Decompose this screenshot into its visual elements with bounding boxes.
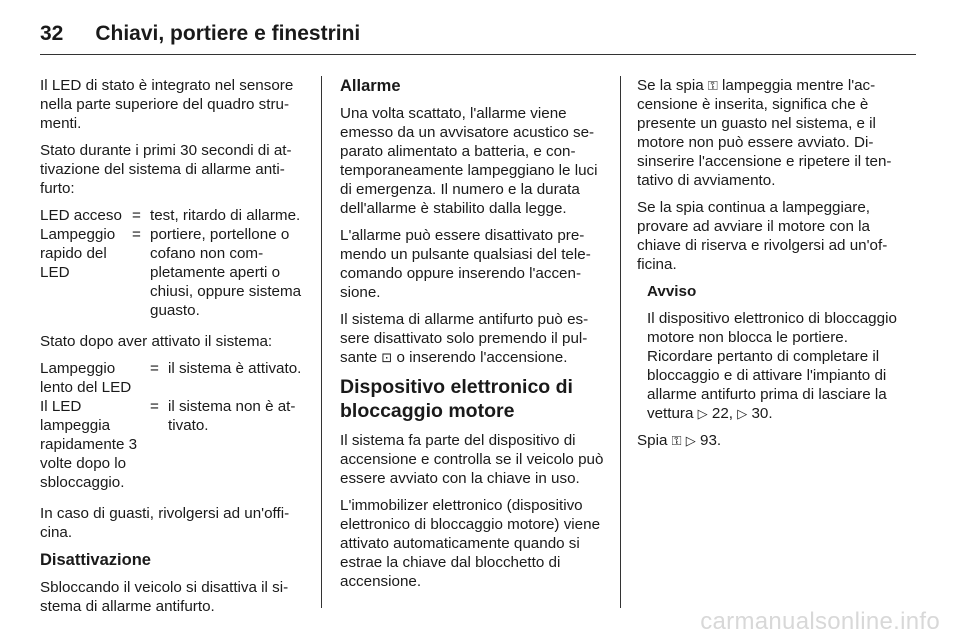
watermark: carmanualsonline.info <box>700 608 940 635</box>
table-term: Il LED lampeggia rapidamente 3 volte dopo lo sbloccaggio. <box>40 398 138 491</box>
led-status-table <box>40 359 307 492</box>
table-desc: test, ritardo di allarme. <box>150 207 301 224</box>
paragraph: Se la spia continua a lampeggiare, provare ad avviare il motore con la chiave di riserva e rivolgersi ad un'officina. <box>637 199 888 273</box>
text-run: lampeggia mentre l'accensione è inserita, significa che è presente un guasto nel sistema, e il motore non può essere avviato. Disinserire l'accensione e ripetere il tentativo di avviamento. <box>637 77 892 189</box>
table-row <box>40 397 307 492</box>
section-heading-disattivazione: Disattivazione <box>40 551 151 569</box>
arrow-icon: ▷ <box>697 406 708 421</box>
led-status-table <box>40 206 307 320</box>
table-eq: = <box>132 226 141 243</box>
page-ref-link[interactable]: 30 <box>751 405 769 422</box>
paragraph: Una volta scattato, l'allarme viene emesso da un avvisatore acustico separato alimentato a batteria, e contemporaneamente lampeggiano le luci di emergenza. Il numero e la durata dell'allarme è stabilito dalla legge. <box>340 105 598 217</box>
paragraph: L'immobilizer elettronico (dispositivo elettronico di bloccaggio motore) viene attivato automaticamente quando si estrae la chiave dal blocchetto di accensione. <box>340 497 601 590</box>
page-header <box>40 14 916 55</box>
notice-text: Il dispositivo elettronico di bloccaggio motore non blocca le portiere. Ricordare pertanto di completare il bloccaggio e di attivare l'impianto di allarme antifurto prima di lasciare la vettura ▷ 22, ▷ 30. <box>647 310 897 422</box>
column-middle <box>340 76 605 599</box>
arrow-icon: ▷ <box>737 406 748 421</box>
table-eq: = <box>150 360 159 377</box>
paragraph <box>637 76 902 190</box>
column-divider <box>620 76 621 608</box>
table-desc: il sistema non è attivato. <box>168 398 296 434</box>
paragraph <box>340 310 605 367</box>
table-eq: = <box>150 398 159 415</box>
paragraph: L'allarme può essere disattivato premendo un pulsante qualsiasi del telecomando oppure inserendo l'accensione. <box>340 227 591 301</box>
notice-box <box>647 282 902 423</box>
text-run: o inserendo l'accensione. <box>392 349 568 366</box>
paragraph: Sbloccando il veicolo si disattiva il sistema di allarme antifurto. <box>40 579 289 615</box>
text-run: Spia <box>637 432 672 449</box>
notice-title: Avviso <box>647 283 697 300</box>
table-row <box>40 359 307 397</box>
page-ref-link[interactable]: 93 <box>700 432 717 449</box>
table-row <box>40 206 307 225</box>
text-run: Se la spia <box>637 77 708 94</box>
table-desc: portiere, portellone o cofano non completamente aperti o chiusi, oppure sistema guasto. <box>150 226 302 319</box>
column-divider <box>321 76 322 608</box>
table-eq: = <box>132 207 141 224</box>
paragraph: Il sistema fa parte del dispositivo di accensione e controlla se il veicolo può essere avviato con la chiave in uso. <box>340 432 604 487</box>
paragraph: Spia ⚿ ▷ 93. <box>637 432 722 449</box>
text-run: Il sistema di allarme antifurto può essere disattivato solo premendo il pulsante <box>340 311 589 366</box>
lock-button-icon: ⊡ <box>381 350 393 365</box>
immobilizer-icon: ⚿ <box>671 433 682 448</box>
arrow-icon: ▷ <box>685 433 696 448</box>
column-left <box>40 76 307 624</box>
table-term: Lampeggio rapido del LED <box>40 226 116 281</box>
text-run: Il dispositivo elettronico di bloccaggio motore non blocca le portiere. Ricordare pertanto di completare il bloccaggio e di attivare l'impianto di allarme antifurto prima di lasciare la vettura <box>647 310 897 422</box>
paragraph: Il LED di stato è integrato nel sensore nella parte superiore del quadro strumenti. <box>40 77 294 132</box>
table-desc: il sistema è attivato. <box>168 360 302 377</box>
chapter-title: Chiavi, portiere e finestrini <box>95 22 361 45</box>
paragraph: In caso di guasti, rivolgersi ad un'officina. <box>40 505 290 541</box>
page-ref-link[interactable]: 22 <box>711 405 729 422</box>
immobilizer-icon: ⚿ <box>707 78 718 93</box>
paragraph: Stato dopo aver attivato il sistema: <box>40 333 273 350</box>
table-row <box>40 225 307 320</box>
table-term: LED acceso <box>40 207 122 224</box>
paragraph: Stato durante i primi 30 secondi di attivazione del sistema di allarme antifurto: <box>40 142 292 197</box>
page-number: 32 <box>40 22 64 45</box>
table-term: Lampeggio lento del LED <box>40 360 132 396</box>
section-heading-allarme: Allarme <box>340 77 401 95</box>
column-right <box>637 76 902 458</box>
section-heading-dispositivo: Dispositivo elettronico di bloccaggio motore <box>340 376 573 422</box>
